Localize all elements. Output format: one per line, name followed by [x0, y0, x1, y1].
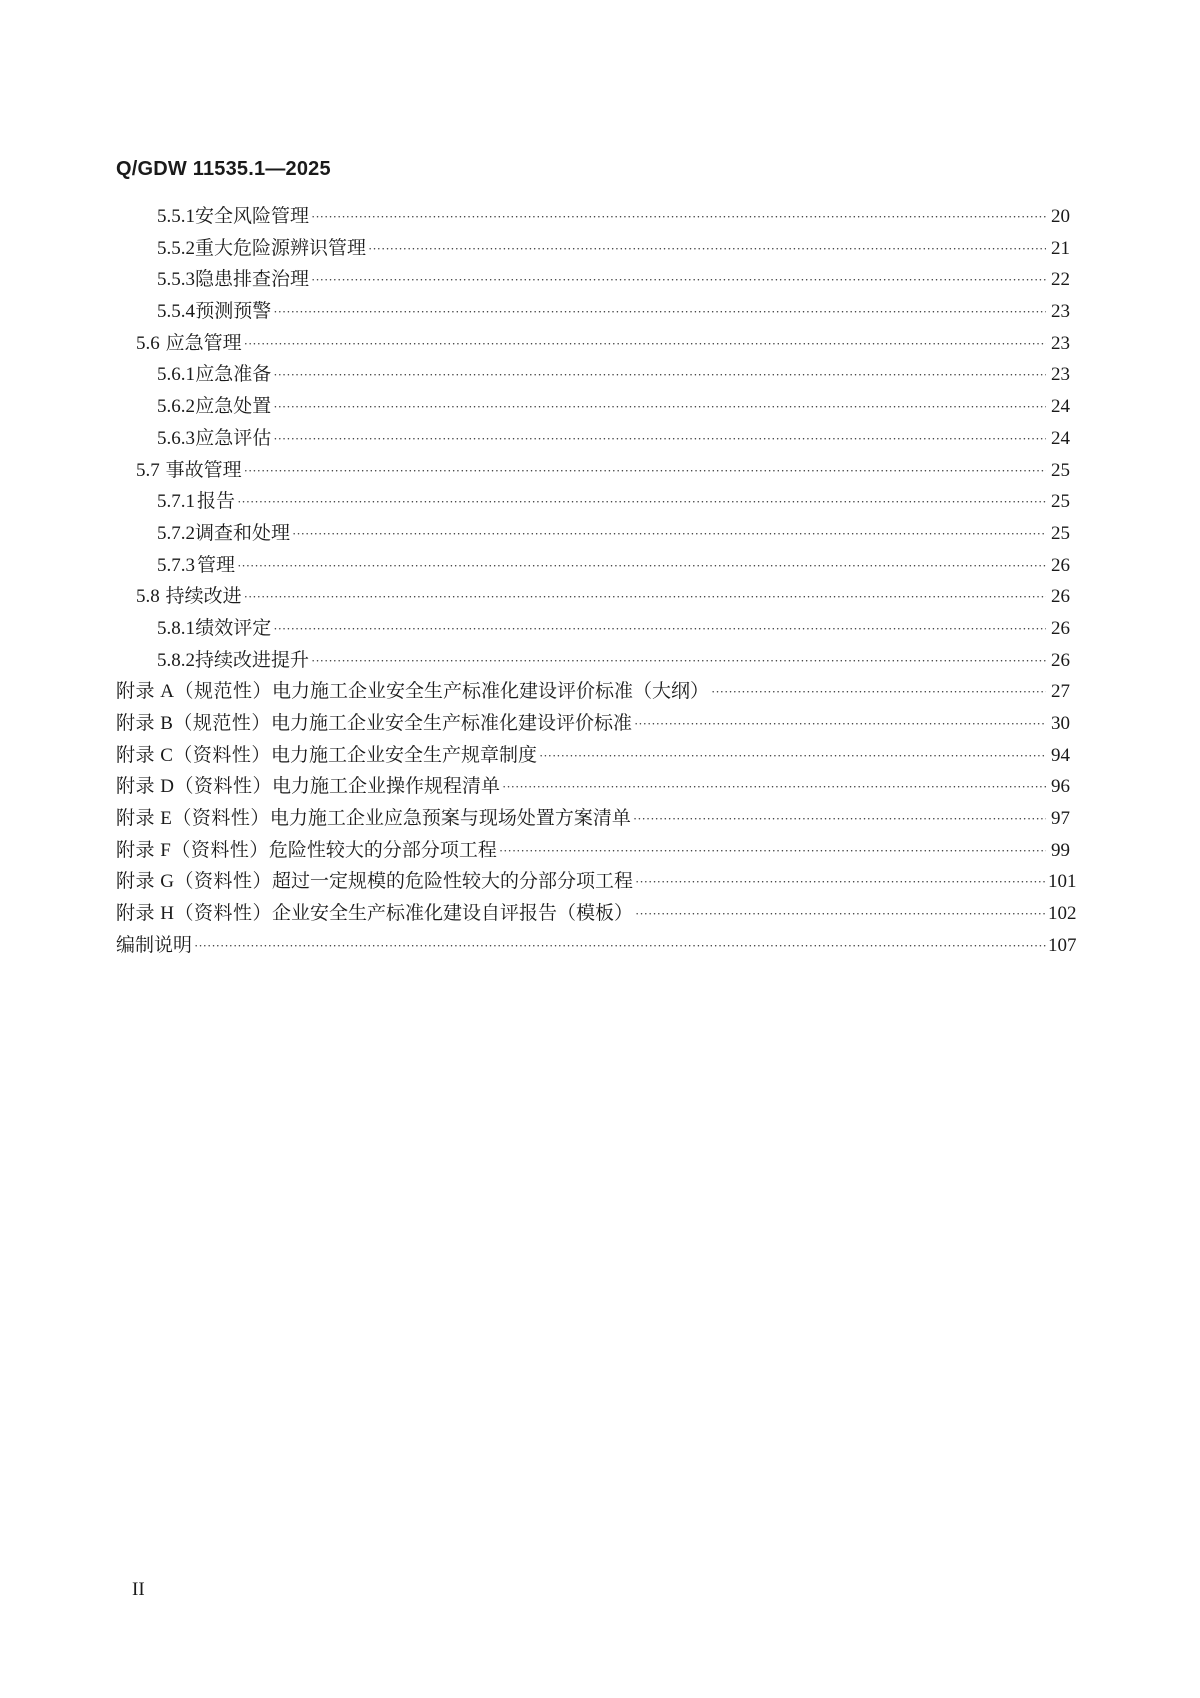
toc-entry-page: 21	[1051, 237, 1070, 259]
toc-leader-dots	[499, 839, 1046, 861]
toc-leader-dots	[635, 870, 1046, 892]
toc-entry-page: 22	[1051, 269, 1070, 291]
toc-entry-page: 24	[1051, 396, 1070, 418]
toc-entry-number: 附录 F（资料性）	[116, 839, 269, 861]
toc-leader-dots	[244, 332, 1046, 354]
toc-entry-number: 5.5.4	[157, 301, 195, 323]
toc-leader-dots	[634, 712, 1046, 734]
toc-entry[interactable]	[116, 803, 1070, 835]
toc-entry[interactable]	[116, 708, 1070, 740]
toc-entry-title: 编制说明	[116, 934, 193, 956]
toc-entry-number: 附录 E（资料性）	[116, 808, 270, 830]
page-number: II	[132, 1579, 145, 1600]
toc-entry[interactable]	[116, 518, 1070, 550]
toc-entry-page: 25	[1051, 522, 1070, 544]
toc-entry-title: 电力施工企业操作规程清单	[271, 776, 500, 798]
toc-entry-page: 27	[1051, 681, 1070, 703]
toc-leader-dots	[237, 490, 1046, 512]
toc-entry-title: 应急管理	[165, 332, 242, 354]
toc-entry-number: 5.8.2	[157, 649, 195, 671]
toc-entry-title: 绩效评定	[195, 617, 272, 639]
toc-leader-dots	[237, 554, 1046, 576]
toc-entry-number: 5.7.2	[157, 522, 195, 544]
toc-entry-page: 94	[1051, 744, 1070, 766]
toc-entry-number: 5.6	[136, 332, 160, 354]
toc-entry-title: 安全风险管理	[195, 206, 310, 227]
toc-entry[interactable]	[116, 645, 1070, 677]
toc-entry-page: 26	[1051, 617, 1070, 639]
document-code: Q/GDW 11535.1—2025	[116, 158, 331, 180]
toc-entry-title: 事故管理	[165, 459, 242, 481]
toc-entry-title: 报告	[197, 491, 236, 513]
table-of-contents	[116, 201, 1077, 962]
toc-entry[interactable]	[116, 740, 1070, 772]
toc-entry-title: 调查和处理	[195, 522, 291, 544]
toc-entry[interactable]	[116, 898, 1077, 930]
toc-entry-number: 5.8	[136, 586, 160, 608]
toc-entry-number: 5.7.3	[157, 554, 195, 576]
toc-leader-dots	[194, 934, 1046, 956]
toc-leader-dots	[635, 902, 1046, 924]
toc-entry-title: 超过一定规模的危险性较大的分部分项工程	[271, 871, 633, 893]
toc-entry-page: 23	[1051, 301, 1070, 323]
toc-entry-title: 重大危险源辨识管理	[195, 237, 367, 259]
toc-entry[interactable]	[116, 264, 1070, 296]
toc-entry-number: 5.6.3	[157, 427, 195, 449]
toc-leader-dots	[311, 268, 1046, 290]
toc-entry-title: 管理	[197, 554, 236, 576]
toc-leader-dots	[711, 680, 1046, 702]
toc-leader-dots	[292, 522, 1046, 544]
toc-entry[interactable]	[116, 328, 1070, 360]
toc-entry-number: 附录 G（资料性）	[116, 871, 272, 893]
toc-entry-title: 隐患排查治理	[195, 269, 310, 291]
toc-entry-page: 99	[1051, 839, 1070, 861]
toc-entry[interactable]	[116, 233, 1070, 265]
toc-entry-number: 附录 H（资料性）	[116, 903, 272, 925]
toc-entry-title: 电力施工企业应急预案与现场处置方案清单	[269, 808, 631, 830]
toc-entry[interactable]	[116, 613, 1070, 645]
toc-entry-page: 96	[1051, 776, 1070, 798]
toc-entry[interactable]	[116, 550, 1070, 582]
toc-entry-page: 24	[1051, 427, 1070, 449]
toc-leader-dots	[539, 744, 1046, 766]
toc-entry[interactable]	[116, 455, 1070, 487]
toc-leader-dots	[273, 395, 1046, 417]
toc-entry[interactable]	[116, 423, 1070, 455]
toc-entry-page: 25	[1051, 459, 1070, 481]
toc-entry[interactable]	[116, 486, 1070, 518]
toc-entry-number: 附录 C（资料性）	[116, 744, 271, 766]
toc-leader-dots	[368, 237, 1046, 259]
toc-entry[interactable]	[116, 201, 1070, 233]
toc-leader-dots	[502, 775, 1046, 797]
toc-entry-title: 电力施工企业安全生产标准化建设评价标准	[270, 713, 632, 734]
toc-entry-title: 电力施工企业安全生产规章制度	[270, 744, 537, 766]
toc-entry-number: 5.7	[136, 459, 160, 481]
toc-entry[interactable]	[116, 771, 1070, 803]
toc-entry-title: 持续改进	[165, 586, 242, 608]
toc-leader-dots	[311, 205, 1046, 227]
toc-leader-dots	[633, 807, 1046, 829]
toc-entry-page: 26	[1051, 554, 1070, 576]
toc-entry-title: 企业安全生产标准化建设自评报告（模板）	[271, 903, 633, 925]
toc-entry-number: 5.5.3	[157, 269, 195, 291]
toc-leader-dots	[244, 585, 1046, 607]
toc-entry-number: 5.7.1	[157, 491, 195, 513]
toc-entry-number: 5.5.2	[157, 237, 195, 259]
toc-entry-number: 5.5.1	[157, 206, 195, 227]
toc-leader-dots	[273, 617, 1046, 639]
toc-entry-number: 附录 B（规范性）	[116, 713, 271, 734]
toc-leader-dots	[244, 459, 1046, 481]
toc-entry-page: 20	[1051, 206, 1070, 227]
toc-entry-page: 26	[1051, 649, 1070, 671]
toc-entry-page: 97	[1051, 808, 1070, 830]
toc-entry-page: 101	[1048, 871, 1077, 893]
toc-leader-dots	[273, 300, 1046, 322]
toc-entry-title: 应急处置	[195, 396, 272, 418]
toc-entry-title: 预测预警	[195, 301, 272, 323]
toc-entry[interactable]	[116, 676, 1070, 708]
toc-leader-dots	[273, 427, 1046, 449]
toc-entry[interactable]	[116, 930, 1077, 962]
toc-entry-title: 持续改进提升	[195, 649, 310, 671]
toc-entry-page: 107	[1048, 934, 1077, 956]
toc-leader-dots	[311, 649, 1046, 671]
toc-entry[interactable]	[116, 581, 1070, 613]
toc-entry[interactable]	[116, 296, 1070, 328]
toc-entry-title: 应急准备	[195, 364, 272, 386]
toc-entry[interactable]	[116, 391, 1070, 423]
toc-entry-number: 附录 A（规范性）	[116, 681, 272, 703]
toc-entry-page: 30	[1051, 713, 1070, 734]
toc-entry-page: 23	[1051, 364, 1070, 386]
toc-entry-number: 5.6.2	[157, 396, 195, 418]
toc-entry-page: 26	[1051, 586, 1070, 608]
toc-entry-title: 电力施工企业安全生产标准化建设评价标准（大纲）	[271, 681, 709, 703]
toc-entry-number: 附录 D（资料性）	[116, 776, 272, 798]
toc-entry-title: 应急评估	[195, 427, 272, 449]
toc-entry[interactable]	[116, 866, 1077, 898]
toc-entry-page: 23	[1051, 332, 1070, 354]
toc-entry-number: 5.6.1	[157, 364, 195, 386]
toc-entry[interactable]	[116, 359, 1070, 391]
toc-leader-dots	[273, 363, 1046, 385]
toc-entry-title: 危险性较大的分部分项工程	[268, 839, 497, 861]
toc-entry[interactable]	[116, 835, 1070, 867]
toc-entry-page: 25	[1051, 491, 1070, 513]
toc-entry-page: 102	[1048, 903, 1077, 925]
toc-entry-number: 5.8.1	[157, 617, 195, 639]
